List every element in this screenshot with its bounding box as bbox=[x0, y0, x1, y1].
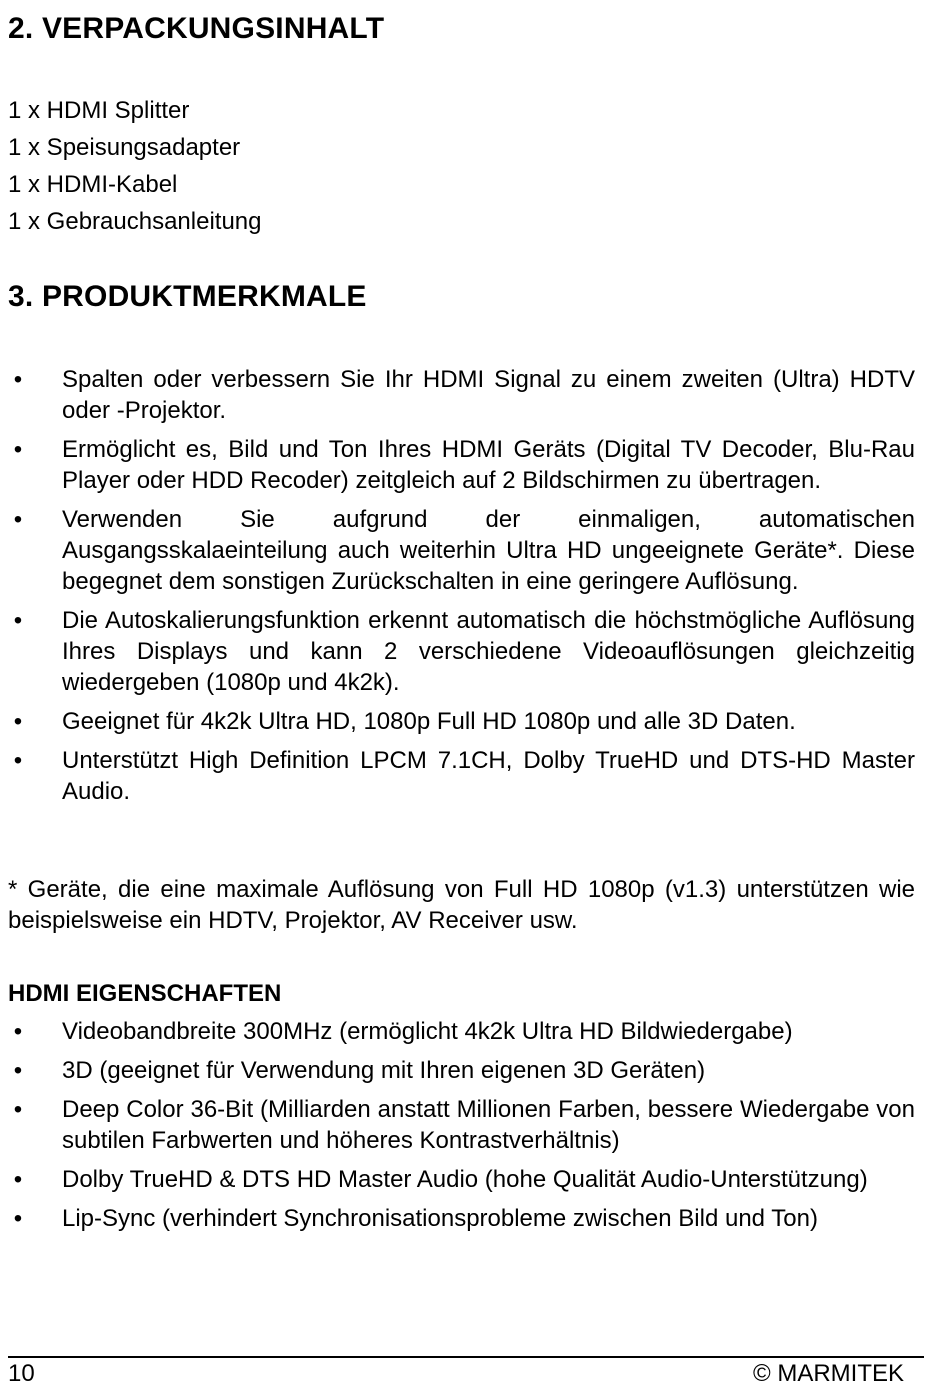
page-number: 10 bbox=[8, 1360, 35, 1387]
package-item: 1 x Speisungsadapter bbox=[8, 134, 241, 161]
bullet-icon: • bbox=[13, 436, 23, 463]
bullet-icon: • bbox=[13, 1205, 23, 1232]
feature-text: Spalten oder verbessern Sie Ihr HDMI Signal zu einem zweiten (Ultra) HDTV oder -Projektor. bbox=[62, 366, 915, 424]
feature-text: Geeignet für 4k2k Ultra HD, 1080p Full HD 1080p und alle 3D Daten. bbox=[62, 708, 796, 735]
bullet-icon: • bbox=[13, 1096, 23, 1123]
package-item: 1 x HDMI-Kabel bbox=[8, 171, 178, 198]
footnote: * Geräte, die eine maximale Auflösung von Full HD 1080p (v1.3) unterstützen wie beispielsweise ein HDTV, Projektor, AV Receiver usw. bbox=[8, 876, 915, 934]
hdmi-features-heading: HDMI EIGENSCHAFTEN bbox=[8, 980, 282, 1007]
footer-brand: © MARMITEK bbox=[752, 1360, 904, 1387]
bullet-icon: • bbox=[13, 1018, 23, 1045]
hdmi-feature-text: Dolby TrueHD & DTS HD Master Audio (hohe Qualität Audio-Unterstützung) bbox=[62, 1166, 868, 1193]
hdmi-feature-text: Deep Color 36-Bit (Milliarden anstatt Millionen Farben, bessere Wiedergabe von subtilen Farbwerten und höheres Kontrastverhältnis) bbox=[62, 1096, 915, 1154]
hdmi-features-list bbox=[8, 1016, 915, 1242]
feature-text: Die Autoskalierungsfunktion erkennt automatisch die höchstmögliche Auflösung Ihres Displays und kann 2 verschiedene Videoauflösungen gleichzeitig wiedergeben (1080p und 4k2k). bbox=[62, 607, 915, 696]
feature-item bbox=[8, 434, 915, 496]
hdmi-feature-item bbox=[8, 1094, 915, 1156]
package-item: 1 x HDMI Splitter bbox=[8, 97, 190, 124]
feature-text: Verwenden Sie aufgrund der einmaligen, automatischen Ausgangsskalaeinteilung auch weiterhin Ultra HD ungeeignete Geräte*. Diese begegnet dem sonstigen Zurückschalten in eine geringere Auflösung. bbox=[62, 506, 915, 595]
hdmi-feature-text: Videobandbreite 300MHz (ermöglicht 4k2k Ultra HD Bildwiedergabe) bbox=[62, 1018, 793, 1045]
hdmi-feature-item bbox=[8, 1164, 915, 1195]
package-item: 1 x Gebrauchsanleitung bbox=[8, 208, 262, 235]
feature-item bbox=[8, 706, 915, 737]
hdmi-feature-item bbox=[8, 1016, 915, 1047]
feature-item bbox=[8, 364, 915, 426]
feature-text: Ermöglicht es, Bild und Ton Ihres HDMI Geräts (Digital TV Decoder, Blu-Rau Player oder HDD Recoder) zeitgleich auf 2 Bildschirmen zu übertragen. bbox=[62, 436, 915, 494]
feature-item bbox=[8, 504, 915, 597]
hdmi-feature-item bbox=[8, 1055, 915, 1086]
section-3-heading: 3. PRODUKTMERKMALE bbox=[8, 280, 367, 313]
bullet-icon: • bbox=[13, 1166, 23, 1193]
feature-item bbox=[8, 605, 915, 698]
hdmi-feature-item bbox=[8, 1203, 915, 1234]
feature-item bbox=[8, 745, 915, 807]
hdmi-feature-text: 3D (geeignet für Verwendung mit Ihren eigenen 3D Geräten) bbox=[62, 1057, 706, 1084]
product-features-list bbox=[8, 364, 915, 815]
footer-divider bbox=[8, 1356, 924, 1358]
bullet-icon: • bbox=[13, 607, 23, 634]
bullet-icon: • bbox=[13, 708, 23, 735]
bullet-icon: • bbox=[13, 747, 23, 774]
hdmi-feature-text: Lip-Sync (verhindert Synchronisationsprobleme zwischen Bild und Ton) bbox=[62, 1205, 818, 1232]
package-contents-list bbox=[8, 92, 262, 240]
feature-text: Unterstützt High Definition LPCM 7.1CH, Dolby TrueHD und DTS-HD Master Audio. bbox=[62, 747, 915, 805]
bullet-icon: • bbox=[13, 1057, 23, 1084]
section-2-heading: 2. VERPACKUNGSINHALT bbox=[8, 12, 385, 45]
bullet-icon: • bbox=[13, 506, 23, 533]
bullet-icon: • bbox=[13, 366, 23, 393]
